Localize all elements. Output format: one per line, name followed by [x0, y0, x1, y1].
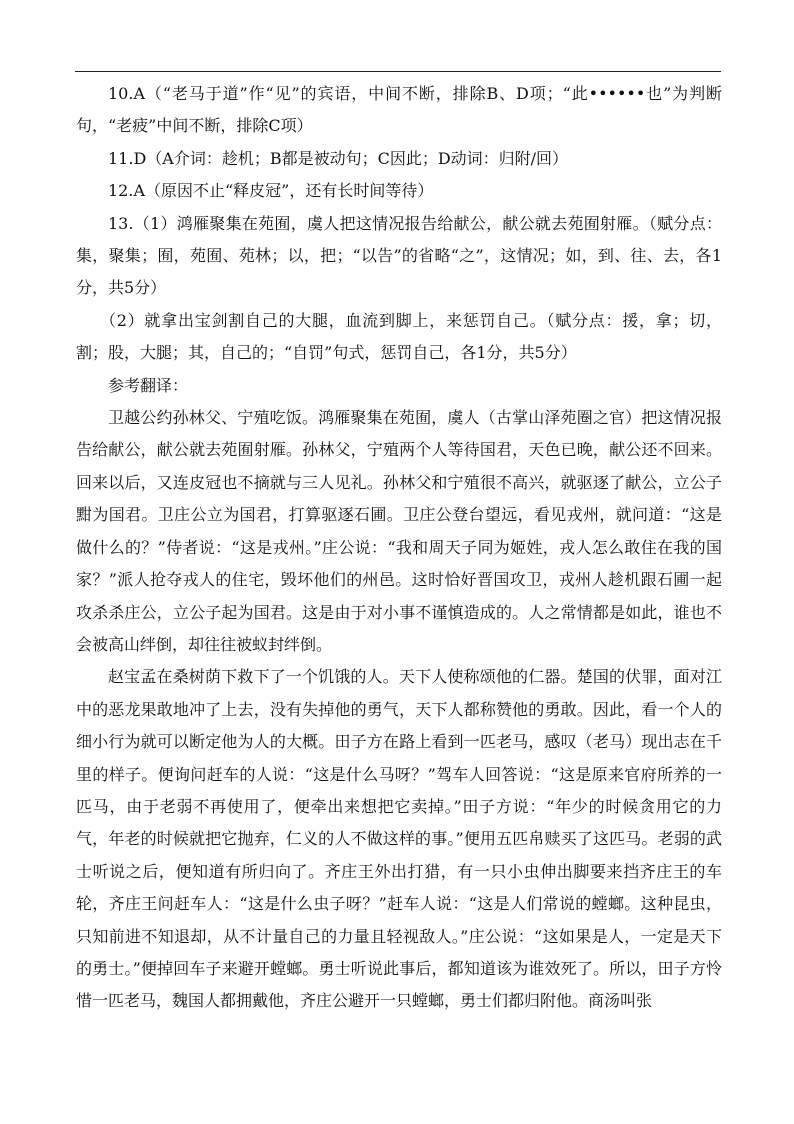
answer-11: 11.D（A介词：趁机；B都是被动句；C因此；D动词：归附/回）: [108, 148, 569, 168]
document-body: [76, 78, 722, 1018]
answer-12: 12.A（原因不止“释皮冠”，还有长时间等待）: [108, 181, 434, 201]
header-rule: [75, 71, 721, 72]
answer-13-part-1: 13.（1）鸿雁聚集在苑囿，虞人把这情况报告给献公，献公就去苑囿射雁。（赋分点：集，聚集；囿，苑囿、苑林；以，把；“以告”的省略“之”，这情况；如，到、往、去，各1分，共5分）: [76, 213, 722, 298]
translation-heading: 参考翻译：: [108, 375, 189, 395]
answer-10: 10.A（“老马于道”作“见”的宾语，中间不断，排除B、D项；“此••••••也”为判断句，“老疲”中间不断，排除C项）: [76, 84, 722, 136]
translation-paragraph-2: 赵宝孟在桑树荫下救下了一个饥饿的人。天下人使称颂他的仁器。楚国的伏罪，面对江中的恶龙果敢地冲了上去，没有失掉他的勇气，天下人都称赞他的勇敢。因此，看一个人的细小行为就可以断定他为人的大概。田子方在路上看到一匹老马，感叹（老马）现出志在千里的样子。便询问赶车的人说：“这是什么马呀？”驾车人回答说：“这是原来官府所养的一匹马，由于老弱不再使用了，便牵出来想把它卖掉。”田子方说：“年少的时候贪用它的力气，年老的时候就把它抛弃，仁义的人不做这样的事。”便用五匹帛赎买了这匹马。老弱的武士听说之后，便知道有所归向了。齐庄王外出打猎，有一只小虫伸出脚要来挡齐庄王的车轮，齐庄王问赶车人：“这是什么虫子呀？”赶车人说：“这是人们常说的螳螂。这种昆虫，只知前进不知退却，从不计量自己的力量且轻视敌人。”庄公说：“这如果是人，一定是天下的勇士。”便掉回车子来避开螳螂。勇士听说此事后，都知道该为谁效死了。所以，田子方怜惜一匹老马，魏国人都拥戴他，齐庄公避开一只螳螂，勇士们都归附他。商汤叫张: [76, 667, 722, 1011]
answer-13-part-2: （2）就拿出宝剑割自己的大腿，血流到脚上，来惩罚自己。（赋分点：援，拿；切，割；股，大腿；其，自己的；“自罚”句式，惩罚自己，各1分，共5分）: [76, 310, 722, 363]
translation-paragraph-1: 卫越公约孙林父、宁殖吃饭。鸿雁聚集在苑囿，虞人（古掌山泽苑圈之官）把这情况报告给献公，献公就去苑囿射雁。孙林父，宁殖两个人等待国君，天色已晚，献公还不回来。回来以后，又连皮冠也不摘就与三人见礼。孙林父和宁殖很不高兴，就驱逐了献公，立公子黚为国君。卫庄公立为国君，打算驱逐石圃。卫庄公登台望远，看见戎州，就问道：“这是做什么的？”侍者说：“这是戎州。”庄公说：“我和周天子同为姬姓，戎人怎么敢住在我的国家？”派人抢夺戎人的住宅，毁坏他们的州邑。这时恰好晋国攻卫，戎州人趁机跟石圃一起攻杀杀庄公，立公子起为国君。这是由于对小事不谨慎造成的。人之常情都是如此，谁也不会被高山绊倒，却往往被蚁封绊倒。: [76, 408, 722, 654]
